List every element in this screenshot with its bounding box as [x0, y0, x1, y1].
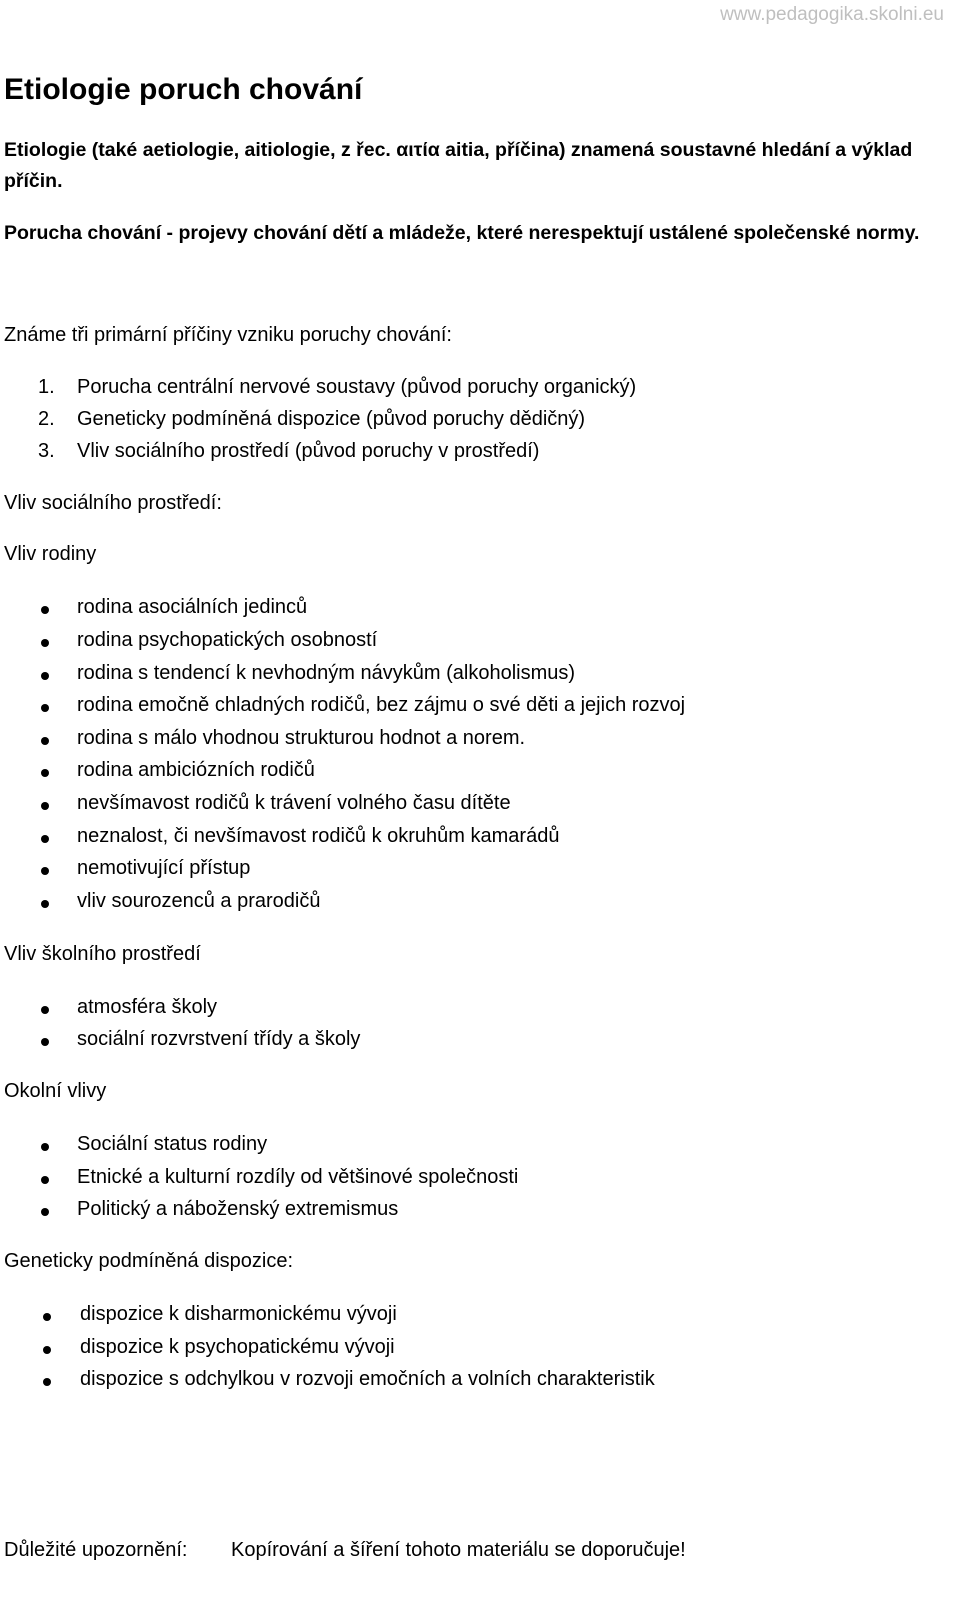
bullet-icon: [41, 639, 49, 647]
bullet-icon: [41, 1006, 49, 1014]
social-heading: Vliv sociálního prostředí:: [4, 492, 222, 514]
bullet-icon: [41, 1176, 49, 1184]
cause-text: Geneticky podmíněná dispozice (původ poruchy dědičný): [77, 408, 586, 430]
cause-number: 3.: [38, 440, 55, 462]
list-item-text: rodina asociálních jedinců: [77, 596, 308, 618]
bullet-icon: [41, 737, 49, 745]
site-url: www.pedagogika.skolni.eu: [720, 4, 944, 25]
bullet-icon: [41, 1038, 49, 1046]
list-item-text: rodina s tendencí k nevhodným návykům (alkoholismus): [77, 662, 576, 684]
list-item-text: Etnické a kulturní rozdíly od většinové společnosti: [77, 1166, 519, 1188]
bullet-icon: [41, 1208, 49, 1216]
bullet-icon: [41, 769, 49, 777]
page-title: Etiologie poruch chování: [4, 73, 363, 106]
bullet-icon: [41, 867, 49, 875]
bullet-icon: [43, 1378, 51, 1386]
surround-heading: Okolní vlivy: [4, 1080, 107, 1102]
list-item-text: vliv sourozenců a prarodičů: [77, 890, 321, 912]
list-item-text: nemotivující přístup: [77, 857, 251, 879]
bullet-icon: [41, 1143, 49, 1151]
list-item-text: rodina ambiciózních rodičů: [77, 759, 315, 781]
bullet-icon: [41, 835, 49, 843]
footer-text: Kopírování a šíření tohoto materiálu se doporučuje!: [231, 1539, 686, 1561]
list-item-text: nevšímavost rodičů k trávení volného času dítěte: [77, 792, 511, 814]
bullet-icon: [41, 900, 49, 908]
bullet-icon: [43, 1313, 51, 1321]
list-item-text: rodina s málo vhodnou strukturou hodnot a norem.: [77, 727, 526, 749]
list-item-text: Politický a náboženský extremismus: [77, 1198, 399, 1220]
footer-label: Důležité upozornění:: [4, 1539, 188, 1561]
bullet-icon: [43, 1346, 51, 1354]
cause-text: Porucha centrální nervové soustavy (původ poruchy organický): [77, 376, 637, 398]
genetic-heading: Geneticky podmíněná dispozice:: [4, 1250, 294, 1272]
bullet-icon: [41, 606, 49, 614]
list-item-text: atmosféra školy: [77, 996, 218, 1018]
school-heading: Vliv školního prostředí: [4, 943, 201, 965]
bullet-icon: [41, 802, 49, 810]
causes-intro: Známe tři primární příčiny vzniku poruchy chování:: [4, 324, 452, 346]
list-item-text: neznalost, či nevšímavost rodičů k okruhům kamarádů: [77, 825, 560, 847]
list-item-text: rodina psychopatických osobností: [77, 629, 378, 651]
bullet-icon: [41, 704, 49, 712]
list-item-text: Sociální status rodiny: [77, 1133, 268, 1155]
list-item-text: dispozice k psychopatickému vývoji: [80, 1336, 395, 1358]
cause-text: Vliv sociálního prostředí (původ poruchy v prostředí): [77, 440, 540, 462]
list-item-text: rodina emočně chladných rodičů, bez zájmu o své děti a jejich rozvoj: [77, 694, 686, 716]
list-item-text: sociální rozvrstvení třídy a školy: [77, 1028, 361, 1050]
list-item-text: dispozice k disharmonickému vývoji: [80, 1303, 397, 1325]
cause-number: 2.: [38, 408, 55, 430]
definition-behavior-disorder: Porucha chování - projevy chování dětí a mládeže, které nerespektují ustálené společenské normy.: [4, 222, 920, 244]
definition-etiology-cont: příčin.: [4, 170, 63, 192]
list-item-text: dispozice s odchylkou v rozvoji emočních a volních charakteristik: [80, 1368, 655, 1390]
family-heading: Vliv rodiny: [4, 543, 97, 565]
bullet-icon: [41, 672, 49, 680]
definition-etiology: Etiologie (také aetiologie, aitiologie, z řec. αιτία aitia, příčina) znamená soustavné hledání a výklad: [4, 139, 913, 161]
cause-number: 1.: [38, 376, 55, 398]
